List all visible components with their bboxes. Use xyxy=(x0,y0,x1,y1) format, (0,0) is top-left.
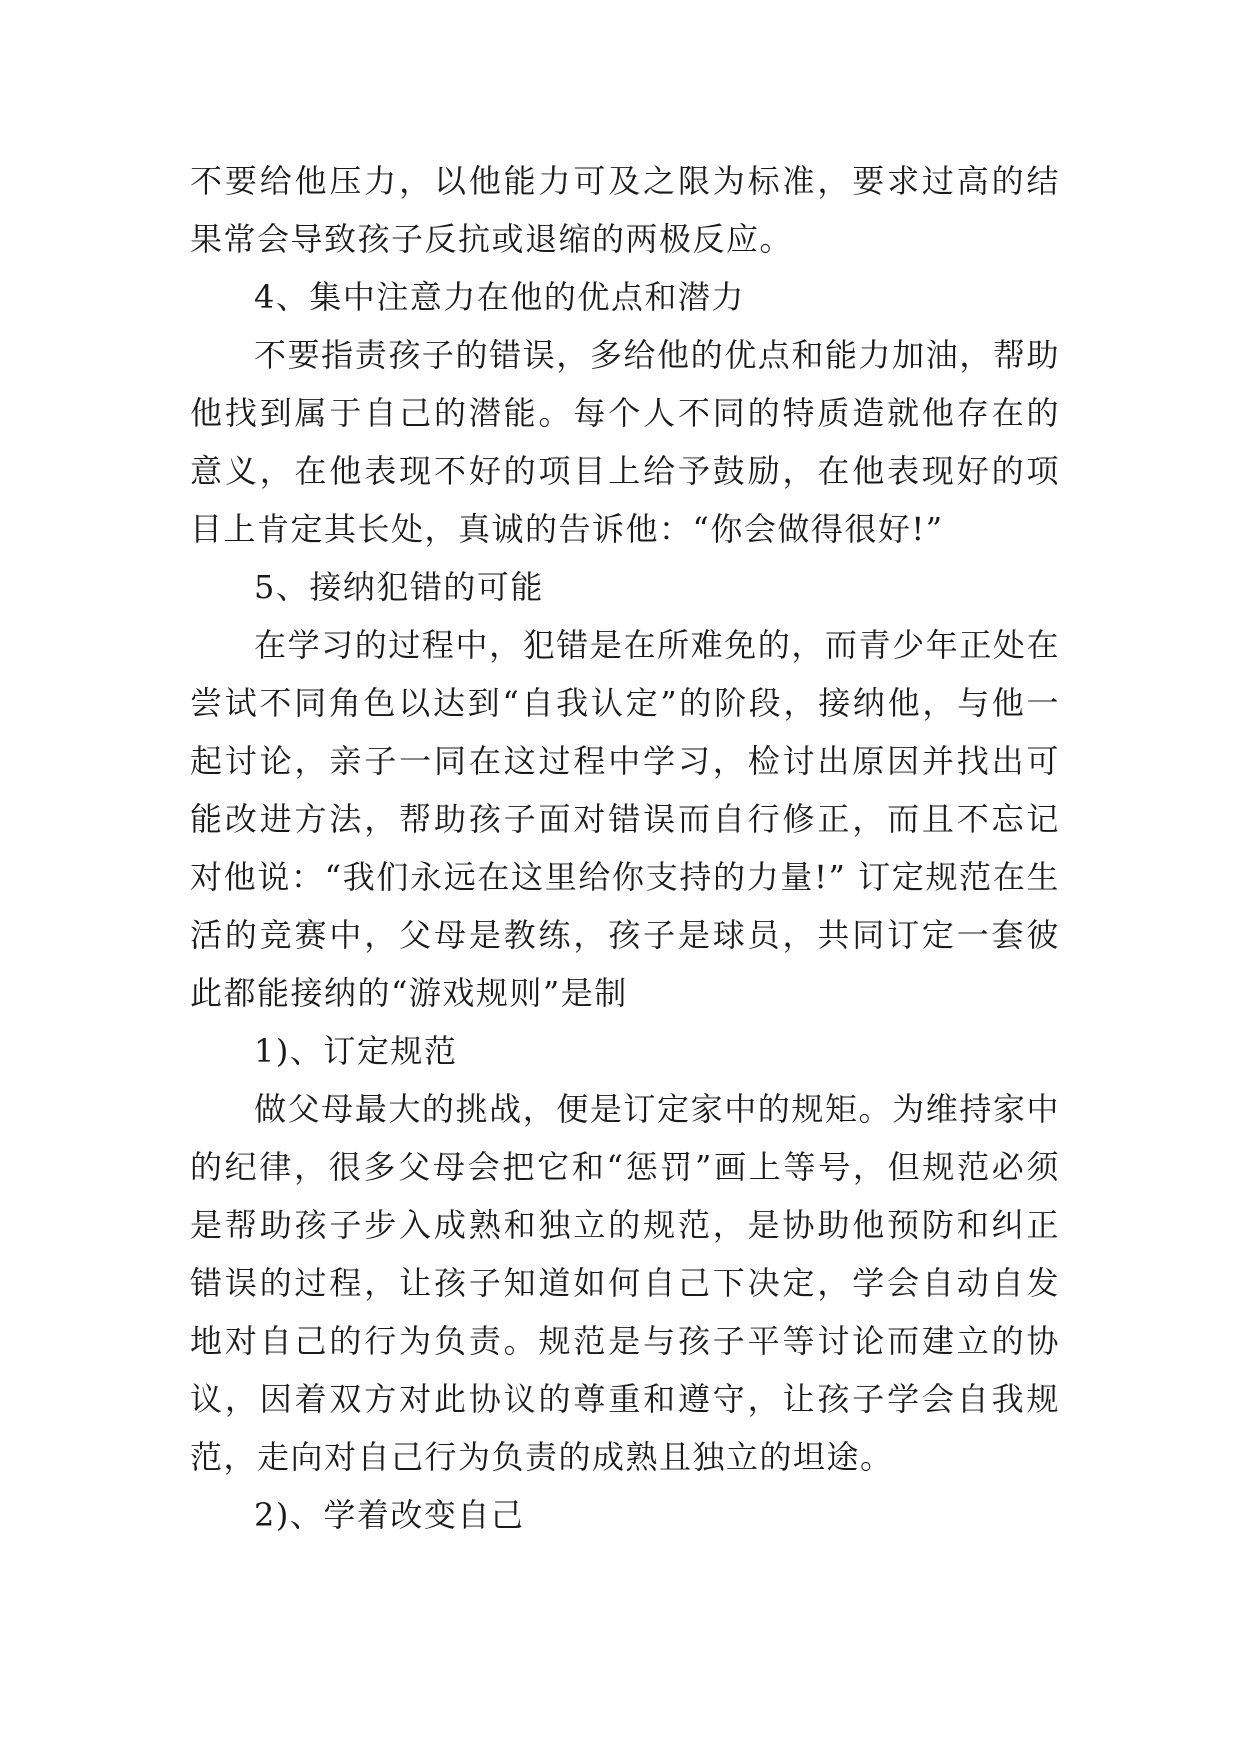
heading-focus-strengths: 4、集中注意力在他的优点和潜力 xyxy=(254,278,745,316)
paragraph-strengths: 不要指责孩子的错误，多给他的优点和能力加油，帮助他找到属于自己的潜能。每个人不同的特质造就他存在的意义，在他表现不好的项目上给予鼓励，在他表现好的项目上肯定其长处，真诚的告诉他：“你会做得很好!” xyxy=(190,336,1060,548)
heading-change-self: 2)、学着改变自己 xyxy=(254,1496,525,1534)
paragraph-mistakes: 在学习的过程中，犯错是在所难免的，而青少年正处在尝试不同角色以达到“自我认定”的阶段，接纳他，与他一起讨论，亲子一同在这过程中学习，检讨出原因并找出可能改进方法，帮助孩子面对错误而自行修正，而且不忘记对他说：“我们永远在这里给你支持的力量!” 订定规范在生活的竞赛中，父母是教练，孩子是球员，共同订定一套彼此都能接纳的“游戏规则”是制 xyxy=(190,626,1060,1012)
heading-accept-mistakes: 5、接纳犯错的可能 xyxy=(254,568,544,606)
paragraph-continuation: 不要给他压力，以他能力可及之限为标准，要求过高的结果常会导致孩子反抗或退缩的两极反应。 xyxy=(190,162,1060,258)
heading-set-rules: 1)、订定规范 xyxy=(254,1032,458,1070)
paragraph-rules: 做父母最大的挑战，便是订定家中的规矩。为维持家中的纪律，很多父母会把它和“惩罚”画上等号，但规范必须是帮助孩子步入成熟和独立的规范，是协助他预防和纠正错误的过程，让孩子知道如何自己下决定，学会自动自发地对自己的行为负责。规范是与孩子平等讨论而建立的协议，因着双方对此协议的尊重和遵守，让孩子学会自我规范，走向对自己行为负责的成熟且独立的坦途。 xyxy=(190,1090,1060,1476)
document-body xyxy=(190,152,1060,1544)
